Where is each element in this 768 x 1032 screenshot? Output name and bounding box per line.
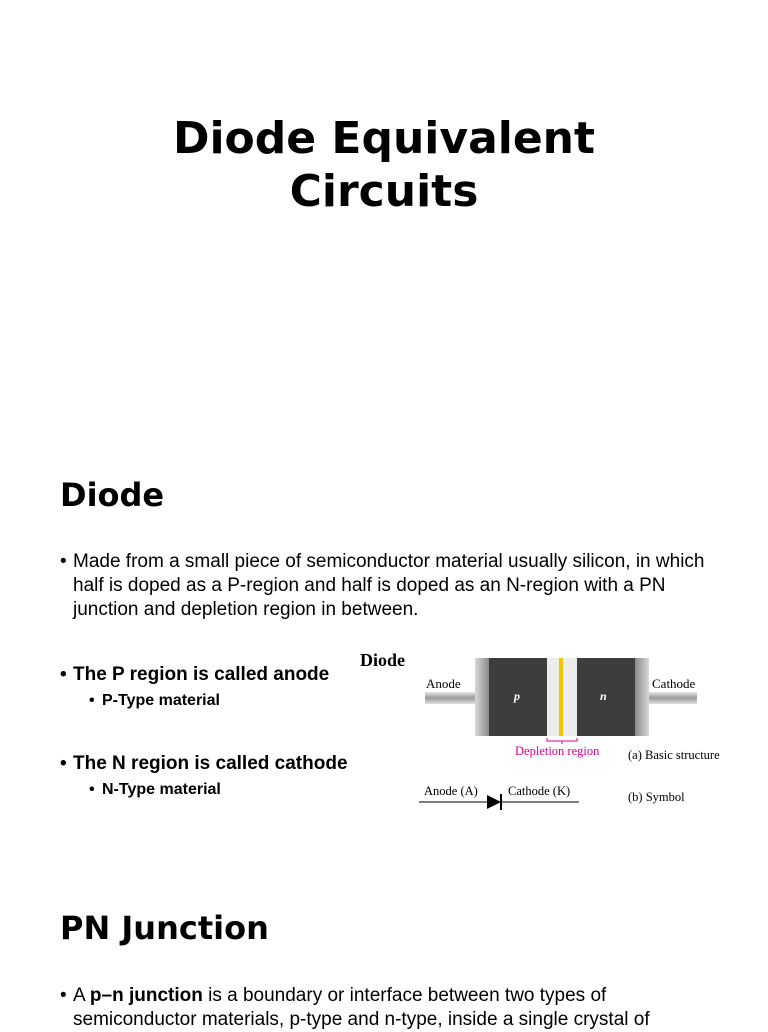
symbol-anode-label: Anode (A) (424, 784, 478, 798)
diode-diagram (355, 645, 745, 820)
anode-label: Anode (426, 676, 461, 691)
cathode-label: Cathode (652, 676, 696, 691)
pn-bullet-rest: is a boundary or interface between two types of semiconductor materials, p-type and n-type, inside a single crystal of (73, 985, 650, 1030)
pn-bullet-term: p–n junction (89, 985, 203, 1006)
caption-basic-structure: (a) Basic structure (628, 748, 720, 762)
depletion-label: Depletion region (515, 744, 600, 758)
diode-heading: Diode (60, 476, 165, 514)
junction-line (559, 658, 563, 736)
p-region-bullet: • The P region is called anode (60, 663, 329, 687)
diode-figure (355, 645, 745, 820)
cathode-lead (647, 692, 697, 704)
n-type-sub-bullet: • N-Type material (89, 780, 221, 800)
p-label: p (514, 689, 520, 703)
title-line-1: Diode Equivalent (172, 113, 596, 164)
diode-description-bullet: • Made from a small piece of semiconductor material usually silicon, in which half is doped as a P-region and half is doped as an N-region with a PN junction and depletion region in between. (60, 550, 723, 622)
caption-symbol: (b) Symbol (628, 790, 685, 804)
n-region-bullet: • The N region is called cathode (60, 752, 348, 776)
title-line-2: Circuits (289, 166, 479, 217)
p-type-sub-bullet: • P-Type material (89, 691, 220, 711)
figure-title: Diode (360, 650, 405, 670)
pn-bullet-prefix: A (73, 985, 90, 1006)
symbol-cathode-label: Cathode (K) (508, 784, 571, 798)
n-label: n (600, 689, 607, 703)
diode-symbol-triangle (487, 795, 501, 809)
pn-junction-heading: PN Junction (60, 909, 269, 947)
slide-title (0, 112, 768, 218)
pn-junction-bullet (60, 984, 723, 1032)
